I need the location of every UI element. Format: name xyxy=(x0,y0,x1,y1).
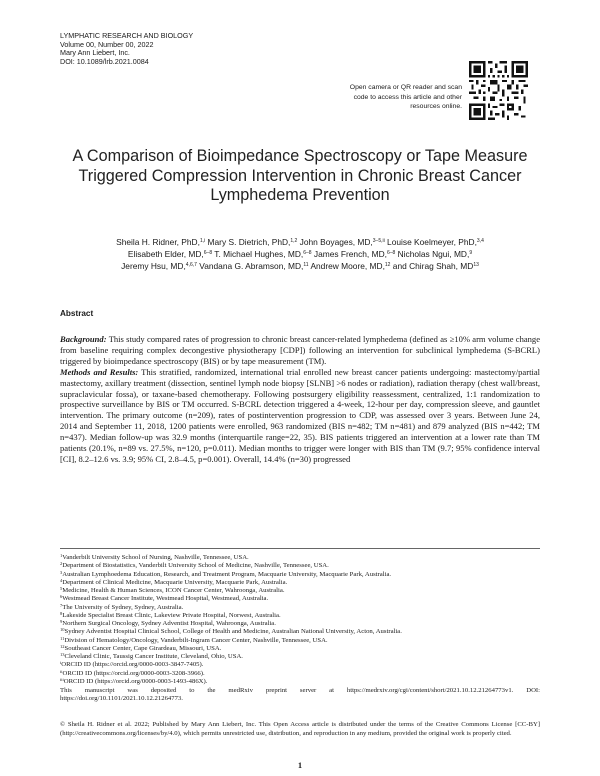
methods-text: This stratified, randomized, international trial enrolled new breast cancer patients undergoing: mastectomy/partial mastectomy, axillary treatment (dissection, sentinel lymph node biopsy [SLNB] >6 nodes or radiation), radiation therapy (chest wall/breast, supraclavicular fossa), or taxane-based chemotherapy. Following postsurgery eligibility reassessment, centralized, 1:1 randomization to prospective surveillance by BIS or TM occurred. S-BCRL detection triggered a 4-week, 12-hour per day, compression sleeve, and gauntlet intervention. The primary outcome (n=209), rates of postintervention progression to CDP, was assessed over 3 years. Between June 24, 2014 and September 11, 2018, 1200 patients were enrolled, 963 randomized (BIS n=482; TM n=481) and 879 analyzed (BIS n=442; TM n=437). Median follow-up was 32.9 months (interquartile range=22, 35). BIS patients triggered an intervention at a lower rate than TM patients (20.1%, n=89 vs. 27.5%, n=120, p=0.011). Median months to trigger were longer with BIS than TM (9.7; 95% confidence interval [CI], 8.2–12.6 vs. 3.9; 95% CI, 2.8–4.5, p=0.001). Overall, 14.4% (n=30) progressed xyxy=(60,366,540,464)
methods-label: Methods and Results: xyxy=(60,366,139,377)
preprint-note: This manuscript was deposited to the medRxiv preprint server at https://medrxiv.org/cgi/content/short/2021.10.12.21264773v1. DOI: https://doi.org/10.1101/2021.10.12.21264773. xyxy=(60,687,540,703)
author-affiliation-ref: 13 xyxy=(473,262,479,269)
affiliation-marker: 10 xyxy=(60,627,65,633)
abstract-heading: Abstract xyxy=(60,309,94,318)
affiliation-item xyxy=(60,571,540,579)
author-affiliation-ref: 4,6,7 xyxy=(185,262,197,269)
author-affiliation-ref: 1,2 xyxy=(290,238,298,244)
affiliation-item xyxy=(60,628,540,636)
abstract-body xyxy=(60,334,540,465)
affiliation-item xyxy=(60,645,540,653)
author-name[interactable]: James French, MD, xyxy=(313,249,387,260)
affiliation-item xyxy=(60,554,540,562)
orcid-link[interactable]: ORCID ID (https://orcid.org/0000-0003-3847-7405). xyxy=(61,661,204,669)
affiliation-item xyxy=(60,595,540,603)
affiliation-item xyxy=(60,587,540,595)
author-affiliation-ref: 6–8 xyxy=(386,250,396,257)
affiliation-item xyxy=(60,637,540,645)
affiliation-text: The University of Sydney, Sydney, Australia. xyxy=(62,603,184,611)
affiliation-marker: 8 xyxy=(60,610,63,616)
author-name[interactable]: Elisabeth Elder, MD, xyxy=(127,249,204,260)
affiliation-text: Southeast Cancer Center, Cape Girardeau, Missouri, USA. xyxy=(64,644,222,652)
journal-volume: Volume 00, Number 00, 2022 xyxy=(60,39,154,49)
affiliation-marker: 5 xyxy=(60,586,63,591)
affiliation-item xyxy=(60,579,540,587)
affiliation-marker: 7 xyxy=(60,602,63,608)
affiliation-item xyxy=(60,653,540,661)
affiliation-marker: 9 xyxy=(60,619,63,624)
qr-code-icon[interactable] xyxy=(469,61,528,120)
affiliation-marker: 13 xyxy=(60,652,65,657)
orcid-item xyxy=(60,670,540,678)
orcid-marker: i xyxy=(60,660,62,666)
affiliation-text: Vanderbilt University School of Nursing, Nashville, Tennessee, USA. xyxy=(62,554,249,561)
affiliation-text: Sydney Adventist Hospital Clinical School, College of Health and Medicine, Australian National University, Acton, Australia. xyxy=(64,628,402,636)
author-affiliation-ref: 1,i xyxy=(199,238,206,244)
affiliation-marker: 1 xyxy=(60,553,63,558)
background-text: This study compared rates of progression to chronic breast cancer-related lymphedema (defined as ≥10% arm volume change from baseline requiring complex decongestive physiotherapy [CDP]) following an intervention for subclinical lymphedema (S-BCRL) triggered by bioimpedance spectroscopy (BIS) or by tape measurement (TM). xyxy=(60,334,540,366)
affiliation-marker: 2 xyxy=(60,561,63,567)
license-statement: © Sheila H. Ridner et al. 2022; Published by Mary Ann Liebert, Inc. This Open Access article is distributed under the terms of the Creative Commons License [CC-BY] (http://creativecommons.org/licenses/by/4.0), which permits unrestricted use, distribution, and reproduction in any medium, provided the original work is properly cited. xyxy=(60,721,540,737)
author-affiliation-ref: 3,4 xyxy=(476,238,484,244)
orcid-link[interactable]: ORCID ID (https://orcid.org/0000-0003-1493-486X). xyxy=(63,677,208,685)
affiliation-text: Westmead Breast Cancer Institute, Westmead Hospital, Westmead, Australia. xyxy=(62,595,269,603)
author-affiliation-ref: 9 xyxy=(469,250,473,257)
orcid-link[interactable]: ORCID ID (https://orcid.org/0000-0003-3208-3966). xyxy=(62,669,205,677)
orcid-item xyxy=(60,661,540,669)
author-affiliation-ref: 12 xyxy=(384,262,391,269)
author-name[interactable]: Jeremy Hsu, MD, xyxy=(121,261,186,272)
author-name[interactable]: Andrew Moore, MD, xyxy=(310,261,385,272)
journal-doi[interactable]: DOI: 10.1089/lrb.2021.0084 xyxy=(60,56,149,66)
affiliation-marker: 11 xyxy=(60,635,65,641)
affiliation-marker: 4 xyxy=(60,577,63,583)
journal-header xyxy=(60,32,320,66)
affiliation-text: Department of Biostatistics, Vanderbilt University School of Medicine, Nashville, Tennessee, USA. xyxy=(62,562,329,570)
author-name[interactable]: Louise Koelmeyer, PhD, xyxy=(387,237,477,247)
affiliation-text: Australian Lymphoedema Education, Research, and Treatment Program, Macquarie University, Macquarie Park, Australia. xyxy=(62,570,392,578)
author-name[interactable]: T. Michael Hughes, MD, xyxy=(214,249,304,260)
author-affiliation-ref: 3–5,ii xyxy=(372,238,385,244)
page-number: 1 xyxy=(297,760,303,770)
author-name[interactable]: John Boyages, MD, xyxy=(299,237,373,247)
author-name[interactable]: Sheila H. Ridner, PhD, xyxy=(116,237,200,247)
affiliation-text: Division of Hematology/Oncology, Vanderbilt-Ingram Cancer Center, Nashville, Tennessee, USA. xyxy=(64,636,328,644)
author-affiliation-ref: 6–8 xyxy=(303,250,312,257)
affiliation-text: Cleveland Clinic, Taussig Cancer Institute, Cleveland, Ohio, USA. xyxy=(64,653,243,660)
orcid-marker: ii xyxy=(60,668,63,674)
affiliation-text: Northern Surgical Oncology, Sydney Adventist Hospital, Wahroonga, Australia. xyxy=(62,620,276,627)
abstract-background xyxy=(60,334,540,367)
author-list xyxy=(60,236,540,273)
affiliation-item xyxy=(60,612,540,620)
author-name[interactable]: Mary S. Dietrich, PhD, xyxy=(207,237,291,247)
affiliation-marker: 12 xyxy=(60,643,65,649)
background-label: Background: xyxy=(60,334,107,344)
author-affiliation-ref: 6–8 xyxy=(203,250,213,257)
footnote-divider xyxy=(60,548,540,549)
affiliations xyxy=(60,554,540,704)
orcid-item xyxy=(60,678,540,686)
affiliation-item xyxy=(60,620,540,628)
orcid-marker: iii xyxy=(60,676,64,682)
journal-publisher: Mary Ann Liebert, Inc. xyxy=(60,48,130,58)
abstract-methods xyxy=(60,367,540,465)
affiliation-item xyxy=(60,562,540,570)
affiliation-marker: 6 xyxy=(60,594,63,600)
affiliation-text: Department of Clinical Medicine, Macquarie University, Macquarie Park, Australia. xyxy=(62,578,288,586)
affiliation-item xyxy=(60,604,540,612)
author-name[interactable]: and Chirag Shah, MD xyxy=(392,261,474,272)
affiliation-text: Medicine, Health & Human Sciences, ICON Cancer Center, Wahroonga, Australia. xyxy=(62,587,285,594)
author-name[interactable]: Vandana G. Abramson, MD, xyxy=(199,261,304,272)
affiliation-marker: 3 xyxy=(60,569,63,575)
author-affiliation-ref: 11 xyxy=(303,262,309,269)
qr-instructions: Open camera or QR reader and scan code to access this article and other resources online. xyxy=(349,84,462,110)
affiliation-text: Lakeside Specialist Breast Clinic, Lakeview Private Hospital, Norwest, Australia. xyxy=(62,611,281,619)
journal-name: LYMPHATIC RESEARCH AND BIOLOGY xyxy=(60,31,194,40)
author-name[interactable]: Nicholas Ngui, MD, xyxy=(397,249,470,260)
article-title: A Comparison of Bioimpedance Spectroscopy or Tape Measure Triggered Compression Intervention in Chronic Breast Cancer Lymphedema Prevention xyxy=(72,147,528,204)
